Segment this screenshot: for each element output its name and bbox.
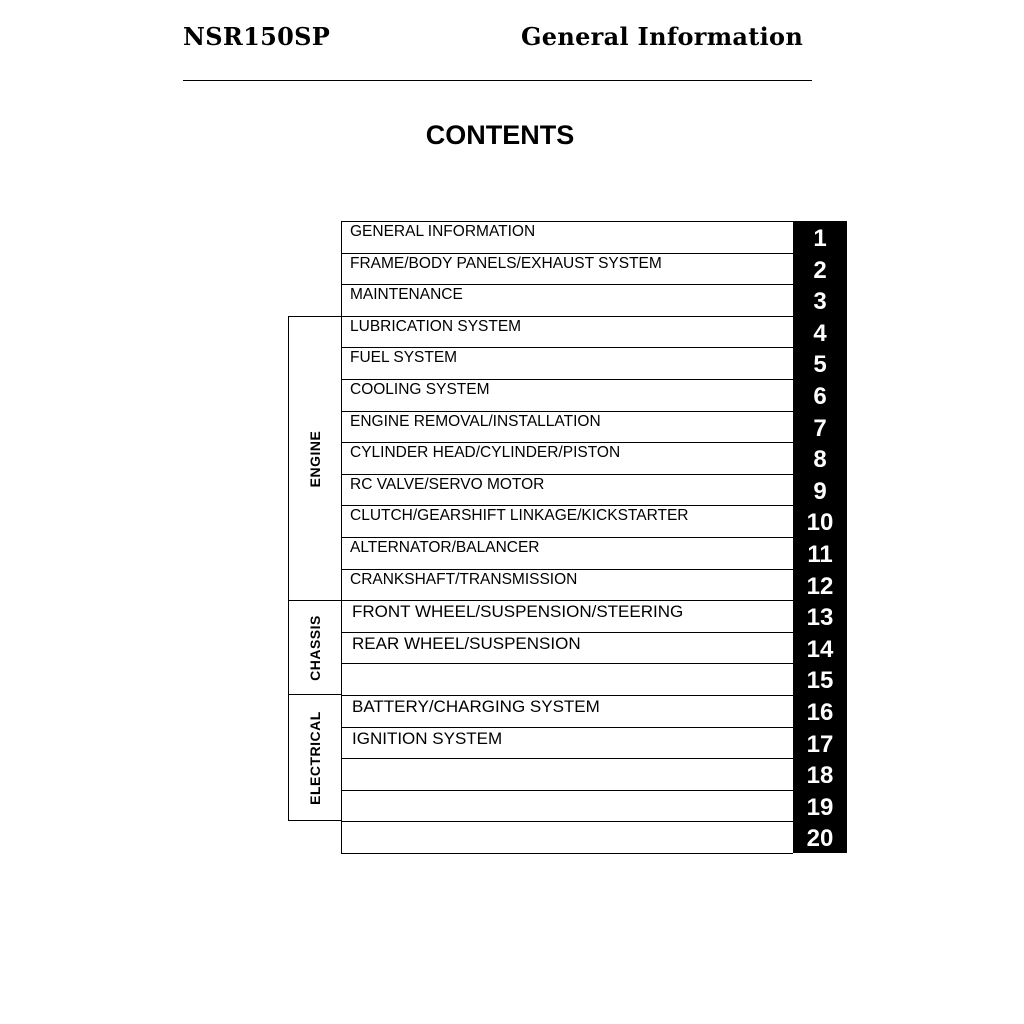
toc-row[interactable] — [341, 347, 847, 379]
toc-row[interactable] — [341, 474, 847, 506]
toc-section-label[interactable]: ENGINE REMOVAL/INSTALLATION — [341, 411, 793, 443]
toc-row[interactable] — [341, 569, 847, 601]
page-title: CONTENTS — [425, 120, 575, 150]
toc-section-number[interactable]: 5 — [793, 347, 847, 379]
toc-section-number[interactable]: 2 — [793, 253, 847, 285]
toc-section-label[interactable] — [341, 821, 793, 853]
toc-row[interactable] — [341, 505, 847, 537]
toc-section-label[interactable] — [341, 663, 793, 695]
toc-row[interactable] — [341, 600, 847, 632]
toc-section-label[interactable]: CRANKSHAFT/TRANSMISSION — [341, 569, 793, 601]
group-label-electrical: ELECTRICAL — [307, 710, 323, 805]
toc-section-number[interactable]: 15 — [793, 663, 847, 695]
group-electrical — [288, 694, 341, 821]
toc-section-label[interactable] — [341, 758, 793, 790]
toc-section-label[interactable]: REAR WHEEL/SUSPENSION — [341, 632, 793, 664]
toc-row[interactable] — [341, 663, 847, 695]
toc-section-number[interactable]: 10 — [793, 505, 847, 537]
section-title: General Information — [521, 22, 804, 51]
toc-section-number[interactable]: 11 — [793, 537, 847, 569]
toc-section-number[interactable]: 19 — [793, 790, 847, 822]
toc-section-number[interactable]: 18 — [793, 758, 847, 790]
toc-row[interactable] — [341, 442, 847, 474]
toc-section-label[interactable]: CLUTCH/GEARSHIFT LINKAGE/KICKSTARTER — [341, 505, 793, 537]
toc-section-number[interactable]: 8 — [793, 442, 847, 474]
toc-row[interactable] — [341, 537, 847, 569]
toc-section-label[interactable]: GENERAL INFORMATION — [341, 221, 793, 253]
toc-section-label[interactable] — [341, 790, 793, 822]
toc-row[interactable] — [341, 379, 847, 411]
toc-section-label[interactable]: COOLING SYSTEM — [341, 379, 793, 411]
toc-section-label[interactable]: FUEL SYSTEM — [341, 347, 793, 379]
toc-section-number[interactable]: 7 — [793, 411, 847, 443]
toc-section-number[interactable]: 13 — [793, 600, 847, 632]
toc-row[interactable] — [341, 284, 847, 316]
toc-section-label[interactable]: ALTERNATOR/BALANCER — [341, 537, 793, 569]
toc-row[interactable] — [341, 727, 847, 759]
toc-row[interactable] — [341, 821, 847, 853]
header-divider — [183, 80, 812, 81]
toc-section-label[interactable]: FRAME/BODY PANELS/EXHAUST SYSTEM — [341, 253, 793, 285]
toc-row[interactable] — [341, 632, 847, 664]
toc-section-number[interactable]: 16 — [793, 695, 847, 727]
toc-bottom-border — [341, 853, 793, 854]
manual-model-title: NSR150SP — [183, 22, 331, 51]
group-chassis — [288, 600, 341, 695]
toc-row[interactable] — [341, 790, 847, 822]
toc-section-label[interactable]: CYLINDER HEAD/CYLINDER/PISTON — [341, 442, 793, 474]
toc-section-label[interactable]: IGNITION SYSTEM — [341, 727, 793, 759]
toc-row[interactable] — [341, 221, 847, 253]
toc-section-number[interactable]: 9 — [793, 474, 847, 506]
toc-section-number[interactable]: 17 — [793, 727, 847, 759]
toc-section-label[interactable]: LUBRICATION SYSTEM — [341, 316, 793, 348]
toc-row[interactable] — [341, 411, 847, 443]
toc-section-number[interactable]: 20 — [793, 821, 847, 853]
toc-section-label[interactable]: FRONT WHEEL/SUSPENSION/STEERING — [341, 600, 793, 632]
toc-section-number[interactable]: 3 — [793, 284, 847, 316]
group-label-engine: ENGINE — [307, 430, 323, 487]
toc-section-number[interactable]: 6 — [793, 379, 847, 411]
toc-row[interactable] — [341, 253, 847, 285]
toc-row[interactable] — [341, 758, 847, 790]
toc-section-number[interactable]: 4 — [793, 316, 847, 348]
toc-section-number[interactable]: 12 — [793, 569, 847, 601]
group-engine — [288, 316, 341, 601]
group-label-chassis: CHASSIS — [307, 614, 323, 681]
toc-row[interactable] — [341, 695, 847, 727]
toc-row[interactable] — [341, 316, 847, 348]
toc-section-label[interactable]: RC VALVE/SERVO MOTOR — [341, 474, 793, 506]
toc-section-label[interactable]: MAINTENANCE — [341, 284, 793, 316]
toc-section-number[interactable]: 14 — [793, 632, 847, 664]
toc-section-label[interactable]: BATTERY/CHARGING SYSTEM — [341, 695, 793, 727]
toc-section-number[interactable]: 1 — [793, 221, 847, 253]
